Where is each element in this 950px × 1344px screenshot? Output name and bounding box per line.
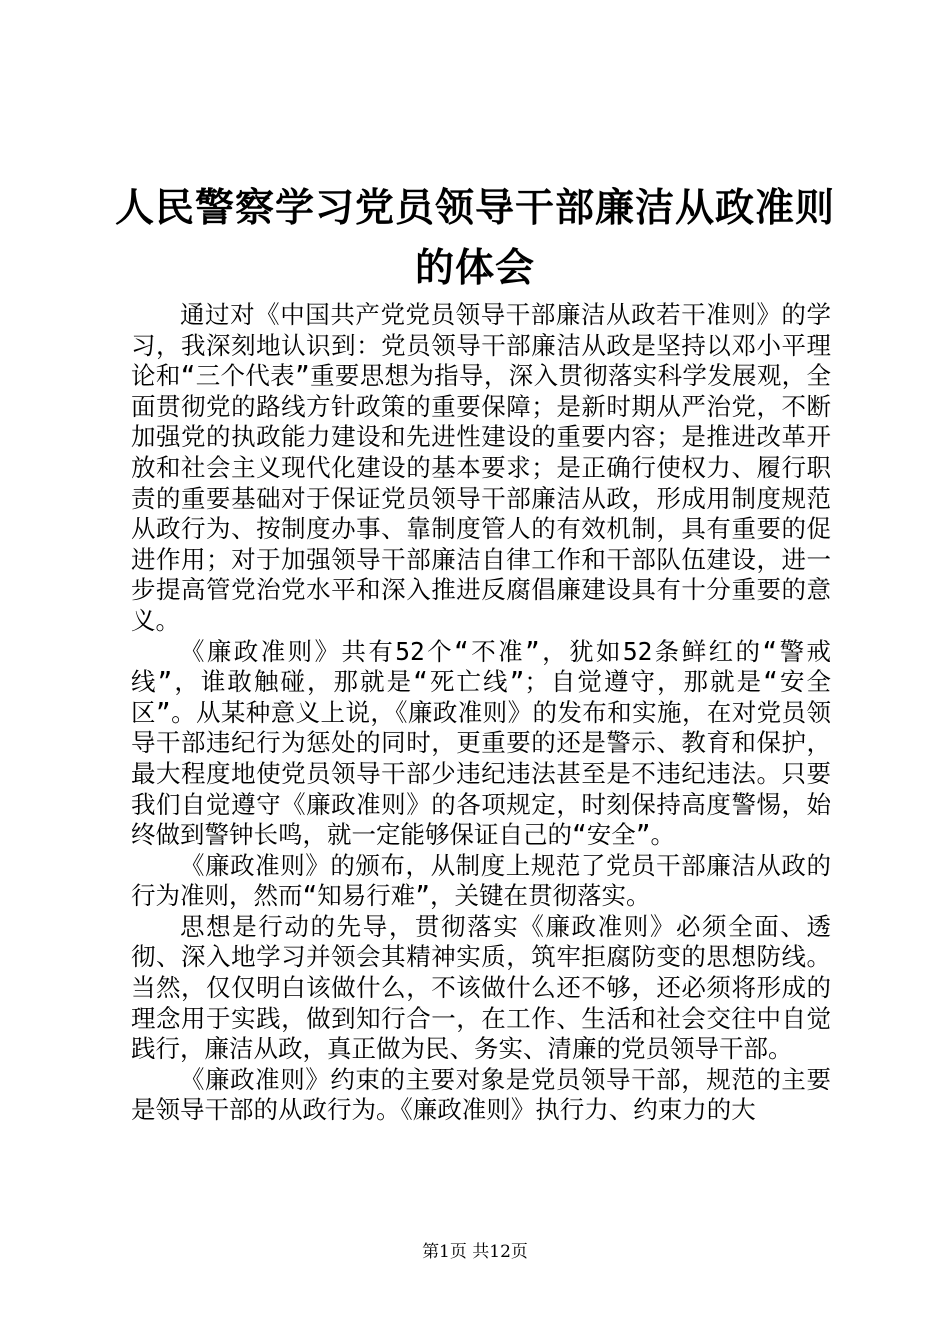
paragraph: 《廉政准则》约束的主要对象是党员领导干部，规范的主要是领导干部的从政行为。《廉政准则》执行力、约束力的大: [131, 1064, 831, 1125]
paragraph: 思想是行动的先导，贯彻落实《廉政准则》必须全面、透彻、深入地学习并领会其精神实质，筑牢拒腐防变的思想防线。当然，仅仅明白该做什么，不该做什么还不够，还必须将形成的理念用于实践，做到知行合一，在工作、生活和社会交往中自觉践行，廉洁从政，真正做为民、务实、清廉的党员领导干部。: [131, 911, 831, 1064]
paragraph: 《廉政准则》共有52个“不准”，犹如52条鲜红的“警戒线”，谁敢触碰，那就是“死亡线”；自觉遵守，那就是“安全区”。从某种意义上说，《廉政准则》的发布和实施，在对党员领导干部违纪行为惩处的同时，更重要的还是警示、教育和保护，最大程度地使党员领导干部少违纪违法甚至是不违纪违法。只要我们自觉遵守《廉政准则》的各项规定，时刻保持高度警惕，始终做到警钟长鸣，就一定能够保证自己的“安全”。: [131, 636, 831, 850]
page-footer: 第1页 共12页: [422, 1242, 528, 1262]
document-body: [131, 300, 831, 1126]
paragraph: 《廉政准则》的颁布，从制度上规范了党员干部廉洁从政的行为准则，然而“知易行难”，关键在贯彻落实。: [131, 850, 831, 911]
document-title: 人民警察学习党员领导干部廉洁从政准则的体会: [114, 185, 835, 291]
paragraph: 通过对《中国共产党党员领导干部廉洁从政若干准则》的学习，我深刻地认识到：党员领导干部廉洁从政是坚持以邓小平理论和“三个代表”重要思想为指导，深入贯彻落实科学发展观，全面贯彻党的路线方针政策的重要保障；是新时期从严治党，不断加强党的执政能力建设和先进性建设的重要内容；是推进改革开放和社会主义现代化建设的基本要求；是正确行使权力、履行职责的重要基础对于保证党员领导干部廉洁从政，形成用制度规范从政行为、按制度办事、靠制度管人的有效机制，具有重要的促进作用；对于加强领导干部廉洁自律工作和干部队伍建设，进一步提高管党治党水平和深入推进反腐倡廉建设具有十分重要的意义。: [131, 300, 831, 635]
